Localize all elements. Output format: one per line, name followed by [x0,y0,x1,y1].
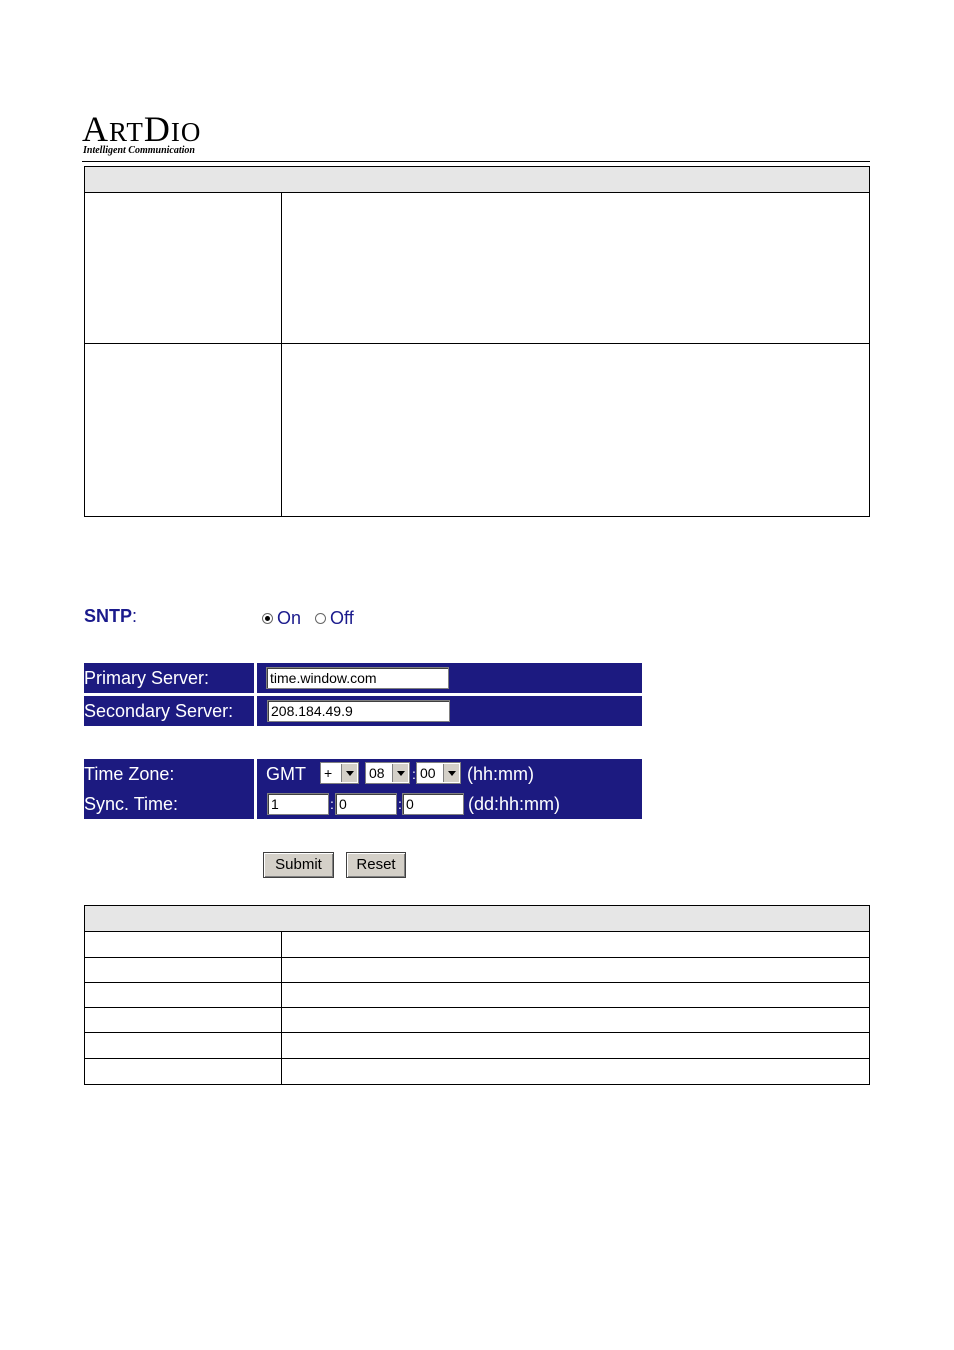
sync-days-input[interactable]: 1 [267,793,329,815]
artdio-logo [82,108,222,160]
table-header [85,167,869,193]
table-row [85,1033,869,1059]
primary-server-input[interactable]: time.window.com [266,667,449,689]
table-row [85,344,869,516]
sync-format-label: (dd:hh:mm) [468,794,561,814]
primary-server-label: Primary Server: [84,668,210,688]
sntp-on-label[interactable]: On [277,608,302,628]
time-separator: : [398,796,402,812]
timezone-sign-select[interactable] [320,762,359,784]
logo-wordmark: ARTDIO [82,109,202,149]
table-row [85,1059,869,1084]
logo-tagline: Intelligent Communication [83,145,195,156]
secondary-server-label: Secondary Server: [84,701,234,721]
sync-minutes-input[interactable]: 0 [402,793,464,815]
table-header [85,906,869,932]
secondary-server-input[interactable]: 208.184.49.9 [267,700,450,722]
chevron-down-icon[interactable] [443,764,459,782]
sntp-off-radio[interactable] [315,613,326,624]
top-table [84,166,870,517]
timezone-minutes-value: 00 [420,765,436,781]
table-row [85,983,869,1008]
table-cell [85,1059,282,1084]
sntp-on-radio[interactable] [262,613,273,624]
table-cell [85,958,282,982]
chevron-down-icon[interactable] [392,764,408,782]
time-separator: : [330,796,334,812]
column-separator [254,759,257,789]
bottom-table [84,905,870,1085]
time-zone-row [84,759,642,789]
secondary-server-row [84,696,642,726]
sntp-settings-form [84,602,642,884]
sntp-off-label[interactable]: Off [330,608,354,628]
sntp-label: SNTP: [84,606,138,626]
header-rule [82,161,870,162]
time-zone-label: Time Zone: [84,764,175,784]
sntp-radio-group [262,608,368,629]
table-row [85,193,869,344]
primary-server-row [84,663,642,693]
column-separator [254,696,257,726]
table-cell [85,932,282,957]
submit-button[interactable]: Submit [263,852,334,878]
timezone-hours-value: 08 [369,765,385,781]
table-cell [85,193,282,343]
timezone-hours-select[interactable] [365,762,410,784]
sync-time-row [84,789,642,819]
table-cell [85,344,282,516]
sync-time-label: Sync. Time: [84,794,179,814]
chevron-down-icon[interactable] [341,764,357,782]
table-cell [85,1008,282,1032]
time-separator: : [412,766,416,782]
table-cell [85,1033,282,1058]
gmt-label: GMT [266,764,306,784]
column-separator [254,789,257,819]
table-cell [85,983,282,1007]
table-row [85,1008,869,1033]
table-row [85,932,869,958]
timezone-format-label: (hh:mm) [467,764,534,784]
sync-hours-input[interactable]: 0 [335,793,397,815]
timezone-minutes-select[interactable] [416,762,461,784]
column-separator [254,663,257,693]
timezone-sign-value: + [324,765,333,781]
table-row [85,958,869,983]
reset-button[interactable]: Reset [346,852,406,878]
